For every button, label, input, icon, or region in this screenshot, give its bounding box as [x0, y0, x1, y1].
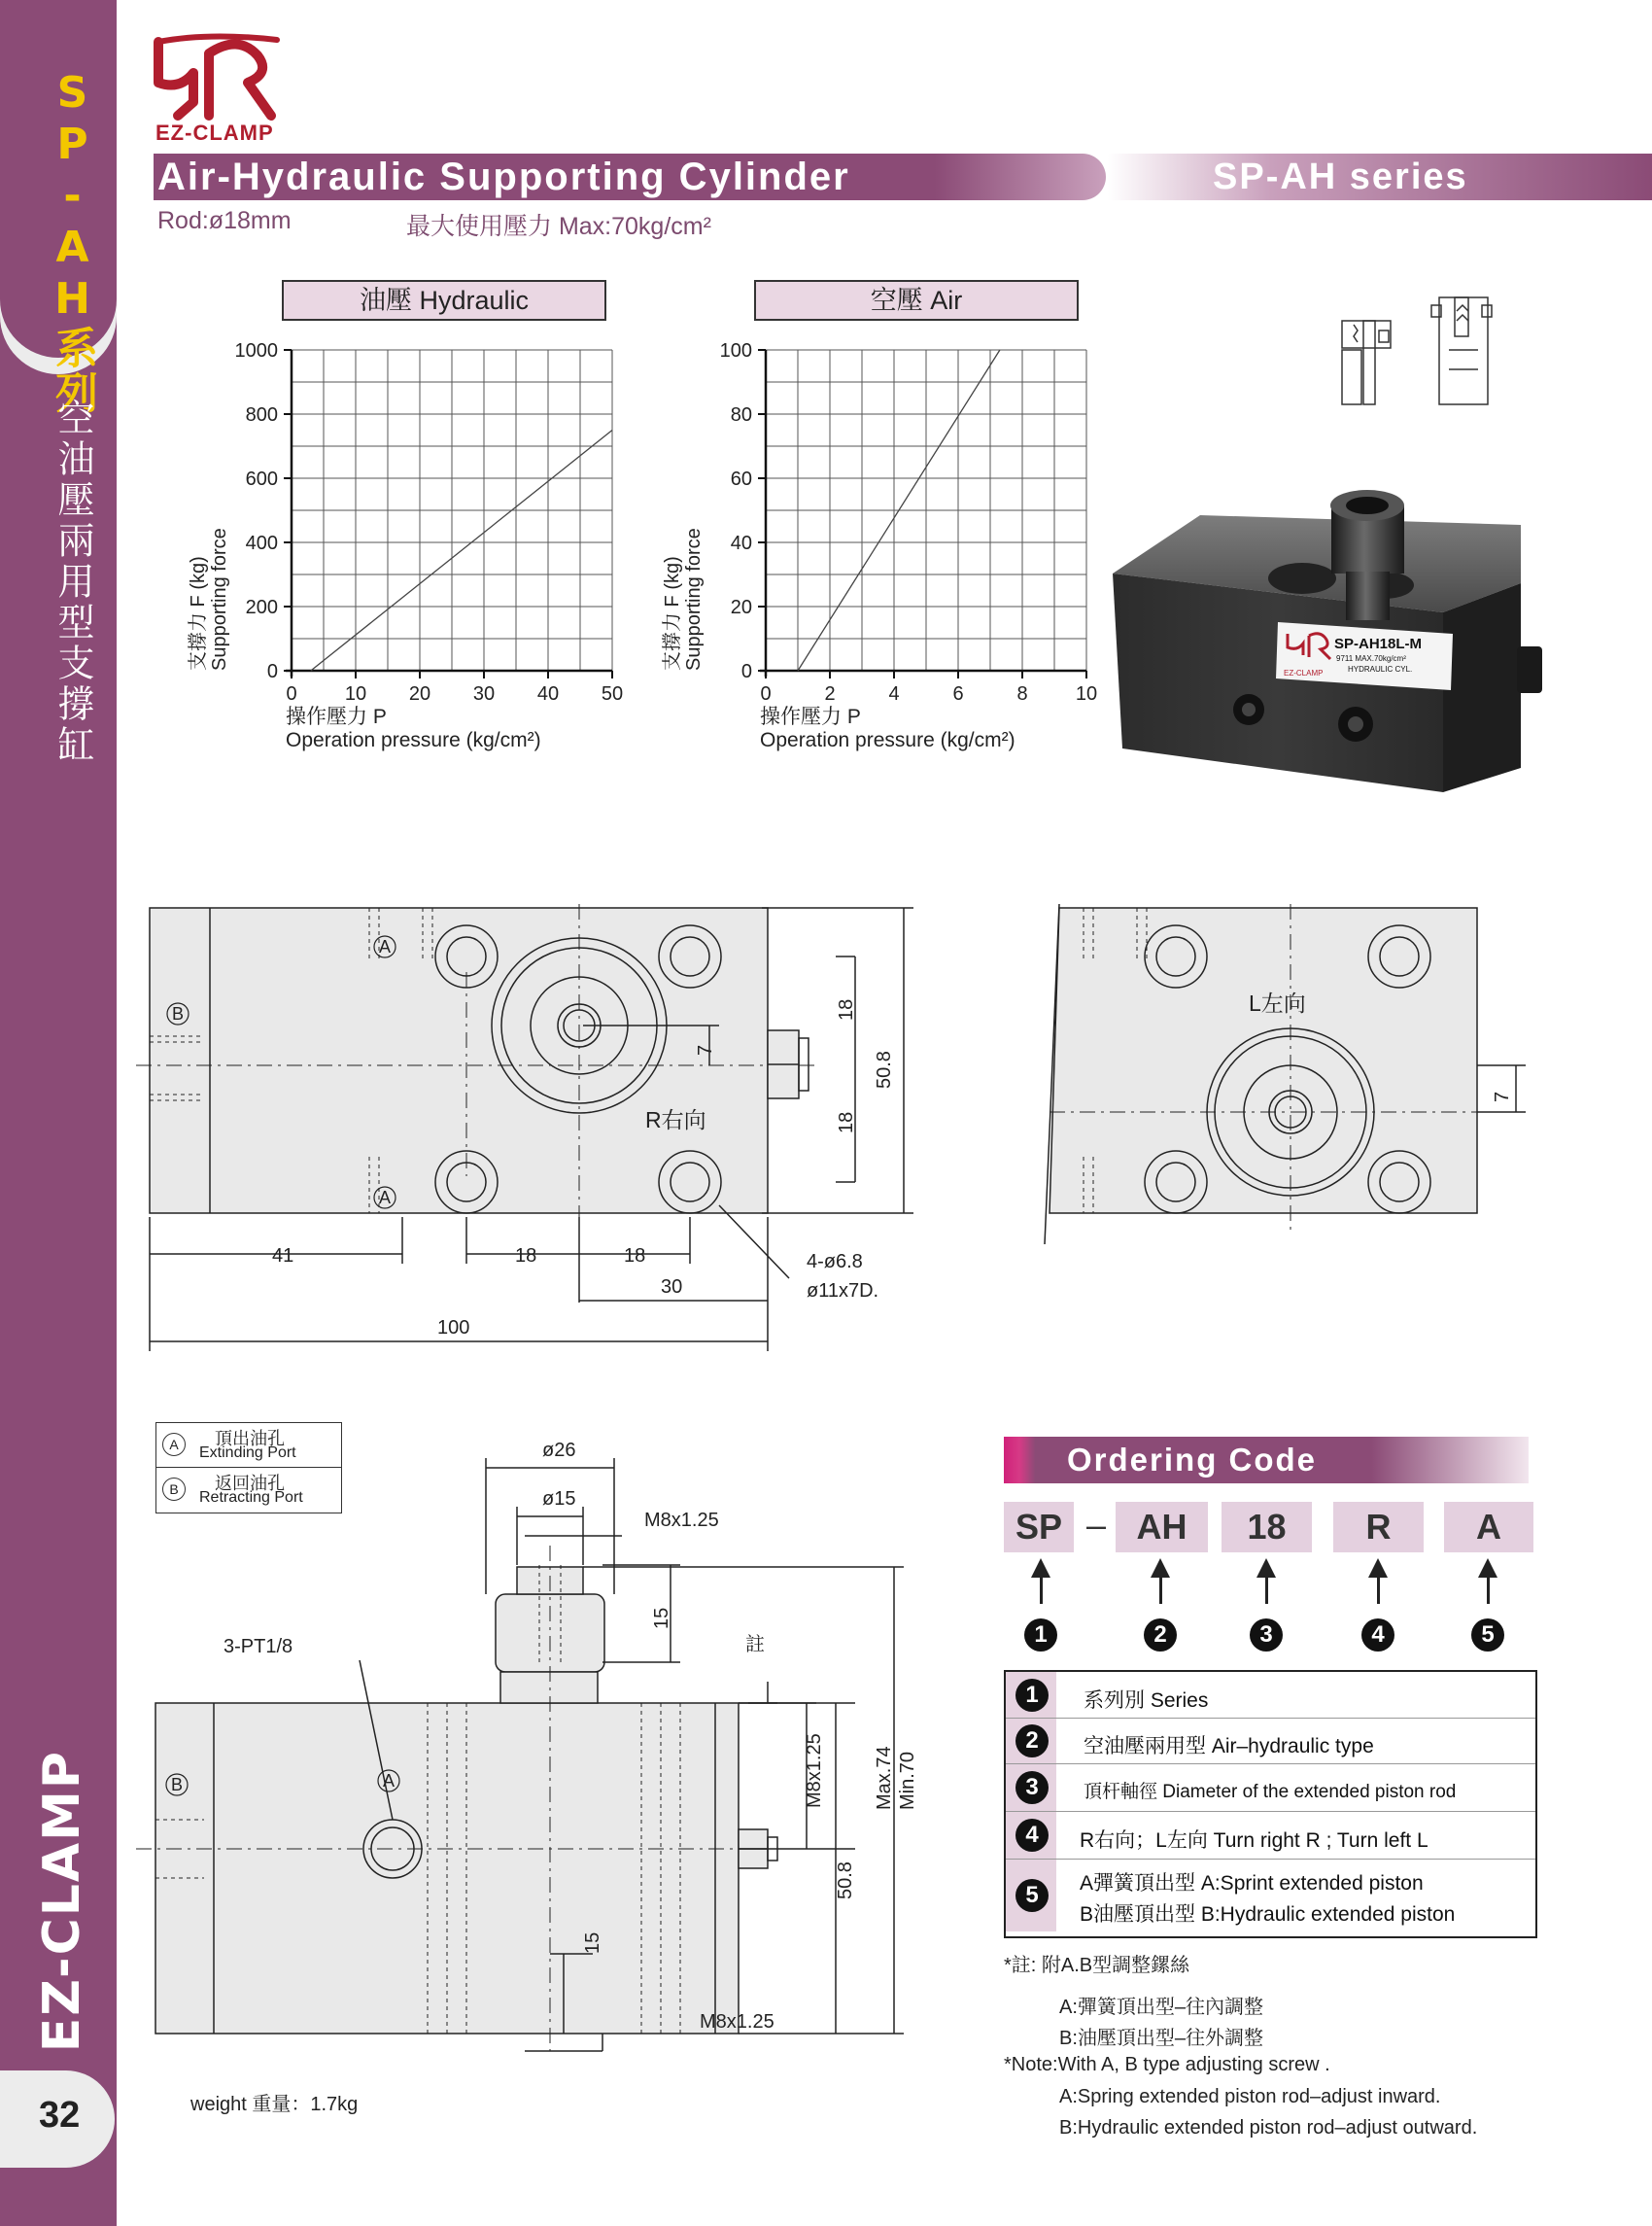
legend-b-en: Retracting Port — [199, 1489, 303, 1506]
port-a-bottom: A — [379, 1188, 392, 1207]
hydraulic-x-label-cn: 操作壓力 P — [286, 706, 387, 728]
port-legend — [155, 1422, 342, 1513]
row-desc-5a: A彈簧頂出型 A:Sprint extended piston — [1080, 1872, 1424, 1895]
legend-row-b — [156, 1468, 341, 1512]
table-row — [1006, 1860, 1535, 1931]
air-y-label-cn: 支撐力 F (kg) — [662, 556, 683, 671]
product-photo — [1093, 467, 1550, 797]
dim-7: 7 — [695, 1044, 716, 1056]
hydraulic-chart-title: 油壓 Hydraulic — [282, 280, 606, 321]
hydraulic-x-tick-label: 40 — [536, 683, 560, 705]
thread-top: M8x1.25 — [644, 1510, 719, 1531]
hydraulic-chart — [175, 330, 641, 758]
air-y-tick-label: 80 — [730, 404, 752, 426]
note-en-a: A:Spring extended piston rod–adjust inward. — [1059, 2086, 1441, 2107]
table-row — [1006, 1812, 1535, 1860]
row-desc-5b: B油壓頂出型 B:Hydraulic extended piston — [1080, 1903, 1456, 1926]
weight: weight 重量：1.7kg — [190, 2094, 359, 2115]
dim-18-right: 18 — [624, 1245, 646, 1267]
hydraulic-y-label-cn: 支撐力 F (kg) — [188, 556, 209, 671]
photo-label-brand: EZ-CLAMP — [1284, 669, 1324, 678]
table-row — [1006, 1672, 1535, 1719]
air-y-tick-label: 100 — [719, 340, 752, 362]
legend-row-a — [156, 1423, 341, 1468]
hydraulic-y-tick-label: 1000 — [234, 340, 278, 362]
dia-26: ø26 — [542, 1440, 576, 1461]
dim-7-right: 7 — [1492, 1091, 1513, 1102]
note-cn: *註: 附A.B型調整鏍絲 — [1004, 1955, 1190, 1976]
hole-spec: 4-ø6.8 — [807, 1251, 863, 1272]
air-x-label: Operation pressure (kg/cm²) — [760, 729, 1015, 751]
hydraulic-x-tick-label: 50 — [601, 683, 624, 705]
pt-port: 3-PT1/8 — [224, 1636, 293, 1657]
direction-left: L左向 — [1249, 991, 1306, 1016]
air-x-tick-label: 2 — [824, 683, 836, 705]
hydraulic-grid — [292, 350, 612, 671]
note-cn-a: A:彈簧頂出型–往內調整 — [1059, 1997, 1264, 2018]
thread-right: M8x1.25 — [804, 1733, 825, 1808]
series-title: SP-AH series — [1213, 157, 1468, 197]
row-number-3: 3 — [1015, 1771, 1049, 1804]
dim-41: 41 — [272, 1245, 294, 1267]
page-title: Air-Hydraulic Supporting Cylinder — [157, 156, 850, 198]
air-y-tick-label: 20 — [730, 597, 752, 618]
code-number-4: 4 — [1361, 1618, 1394, 1652]
legend-a-symbol: A — [162, 1433, 186, 1456]
dim-50-8-side: 50.8 — [835, 1861, 856, 1899]
note-en: *Note:With A, B type adjusting screw . — [1004, 2054, 1330, 2075]
ordering-code-title: Ordering Code — [1067, 1442, 1318, 1478]
hydraulic-y-tick-label: 0 — [266, 661, 278, 682]
hydraulic-y-tick-label: 400 — [245, 533, 278, 554]
dim-15-top: 15 — [651, 1607, 672, 1629]
photo-label-model: SP-AH18L-M — [1334, 636, 1423, 652]
dia-15: ø15 — [542, 1488, 576, 1510]
code-number-1: 1 — [1024, 1618, 1057, 1652]
hydraulic-x-tick-label: 10 — [344, 683, 367, 705]
air-x-tick-label: 6 — [952, 683, 964, 705]
air-x-tick-label: 0 — [760, 683, 772, 705]
port-b-top: B — [172, 1004, 185, 1024]
note-en-b: B:Hydraulic extended piston rod–adjust outward. — [1059, 2117, 1478, 2139]
note-cn-b: B:油壓頂出型–往外調整 — [1059, 2028, 1264, 2049]
air-chart-title: 空壓 Air — [754, 280, 1079, 321]
row-number-1: 1 — [1015, 1679, 1049, 1712]
hydraulic-y-tick-label: 800 — [245, 404, 278, 426]
schematic-thumbnails — [1336, 292, 1511, 408]
legend-a-cn: 頂出油孔 — [215, 1429, 285, 1448]
code-direction: R — [1333, 1502, 1424, 1552]
row-desc-1: 系列別 Series — [1084, 1689, 1209, 1712]
dim-18-lower: 18 — [836, 1111, 857, 1133]
air-y-tick-label: 60 — [730, 469, 752, 490]
hydraulic-y-tick-label: 600 — [245, 469, 278, 490]
table-row — [1006, 1719, 1535, 1764]
air-y-label: Supporting force — [683, 528, 705, 671]
logo-icon — [151, 34, 287, 123]
air-grid — [766, 350, 1086, 671]
port-a-top: A — [379, 937, 392, 956]
code-dash: – — [1086, 1505, 1107, 1545]
legend-a-en: Extinding Port — [199, 1444, 296, 1461]
note-mark: 註 — [745, 1634, 765, 1655]
table-row — [1006, 1764, 1535, 1812]
row-number-4: 4 — [1015, 1819, 1049, 1852]
hydraulic-x-tick-label: 0 — [286, 683, 297, 705]
min-70: Min.70 — [897, 1751, 918, 1810]
logo-text: EZ-CLAMP — [155, 121, 274, 145]
max-pressure-spec: 最大使用壓力 Max:70kg/cm² — [406, 213, 711, 240]
air-x-tick-label: 8 — [1016, 683, 1028, 705]
air-y-tick-label: 40 — [730, 533, 752, 554]
code-type: AH — [1116, 1502, 1208, 1552]
code-series: SP — [1004, 1502, 1074, 1552]
code-option: A — [1444, 1502, 1533, 1552]
rod-spec: Rod:ø18mm — [157, 207, 292, 234]
direction-right: R右向 — [645, 1107, 706, 1132]
legend-b-cn: 返回油孔 — [215, 1474, 285, 1493]
max-74: Max.74 — [874, 1746, 895, 1810]
thread-bottom: M8x1.25 — [700, 2011, 774, 2033]
code-diameter: 18 — [1222, 1502, 1312, 1552]
dim-18-upper: 18 — [836, 998, 857, 1021]
code-number-2: 2 — [1144, 1618, 1177, 1652]
hydraulic-y-tick-label: 200 — [245, 597, 278, 618]
hydraulic-x-tick-label: 30 — [472, 683, 496, 705]
page-number: 32 — [39, 2095, 81, 2136]
row-desc-4: R右向；L左向 Turn right R ; Turn left L — [1080, 1829, 1428, 1852]
hydraulic-x-tick-label: 20 — [408, 683, 431, 705]
row-number-5: 5 — [1015, 1879, 1049, 1912]
sidebar-series-label: SP-AH系列 — [48, 68, 97, 415]
port-a-side: A — [383, 1771, 396, 1791]
sidebar-product-name: 空油壓兩用型支撐缸 — [52, 399, 94, 766]
air-y-tick-label: 0 — [740, 661, 752, 682]
air-x-tick-label: 4 — [888, 683, 900, 705]
dim-18-left: 18 — [515, 1245, 537, 1267]
dim-30: 30 — [661, 1276, 683, 1298]
row-desc-2: 空油壓兩用型 Air–hydraulic type — [1084, 1735, 1374, 1757]
row-desc-3: 頂杆軸徑 Diameter of the extended piston rod — [1084, 1782, 1457, 1802]
dim-100: 100 — [437, 1317, 470, 1339]
photo-label-sub1: 9711 MAX.70kg/cm² — [1336, 654, 1406, 663]
code-number-3: 3 — [1250, 1618, 1283, 1652]
port-b-side: B — [171, 1775, 184, 1794]
air-x-label-cn: 操作壓力 P — [760, 706, 861, 728]
counterbore-spec: ø11x7D. — [807, 1280, 879, 1302]
sidebar-brand: EZ-CLAMP — [33, 1750, 91, 2053]
ordering-code-table — [1004, 1670, 1537, 1938]
code-number-5: 5 — [1471, 1618, 1504, 1652]
hydraulic-y-label: Supporting force — [209, 528, 230, 671]
air-x-tick-label: 10 — [1075, 683, 1098, 705]
dim-50-8: 50.8 — [874, 1051, 895, 1089]
hydraulic-x-label: Operation pressure (kg/cm²) — [286, 729, 541, 751]
row-number-2: 2 — [1015, 1724, 1049, 1757]
side-view-drawing — [136, 1429, 918, 2109]
plan-view-drawing — [136, 894, 1545, 1341]
dim-15-bottom: 15 — [582, 1931, 603, 1954]
legend-b-symbol: B — [162, 1478, 186, 1501]
air-chart — [649, 330, 1116, 758]
photo-label-sub2: HYDRAULIC CYL. — [1348, 665, 1413, 674]
